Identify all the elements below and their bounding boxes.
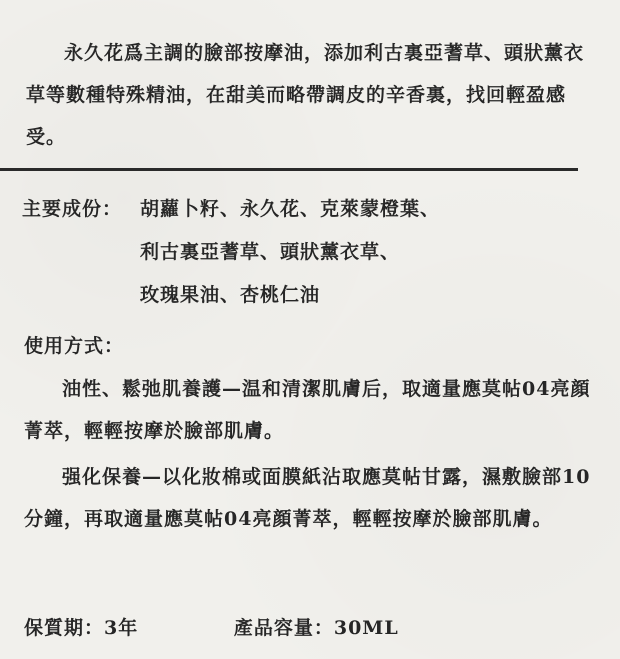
footer-info <box>24 608 399 648</box>
usage-title: 使用方式： <box>24 335 125 357</box>
ingredients-section <box>22 188 602 317</box>
usage-paragraph-oily-skin: 油性、鬆弛肌養護—温和清潔肌膚后，取適量應莫帖04亮顔菁萃，輕輕按摩於臉部肌膚。 <box>24 378 591 442</box>
intro-paragraph: 永久花爲主調的臉部按摩油，添加利古裏亞蓍草、頭狀薰衣草等數種特殊精油，在甜美而略帶調皮的辛香裏，找回輕盈感受。 <box>26 42 585 148</box>
usage-section <box>24 368 594 544</box>
intro-section <box>26 32 596 158</box>
shelf-life: 保質期：3年 <box>24 617 139 639</box>
ingredients-line: 利古裏亞蓍草、頭狀薰衣草、 <box>140 241 401 263</box>
ingredients-line: 玫瑰果油、杏桃仁油 <box>140 284 321 306</box>
usage-paragraph-intensive-care: 强化保養—以化妝棉或面膜紙沾取應莫帖甘露，濕敷臉部10分鐘，再取適量應莫帖04亮顔菁萃，輕輕按摩於臉部肌膚。 <box>24 466 591 530</box>
product-capacity: 產品容量：30ML <box>233 617 399 639</box>
ingredients-first-row <box>22 188 602 231</box>
ingredients-label: 主要成份： <box>22 198 123 220</box>
ingredients-line: 胡蘿卜籽、永久花、克萊蒙橙葉、 <box>140 198 441 220</box>
section-divider <box>0 168 578 171</box>
